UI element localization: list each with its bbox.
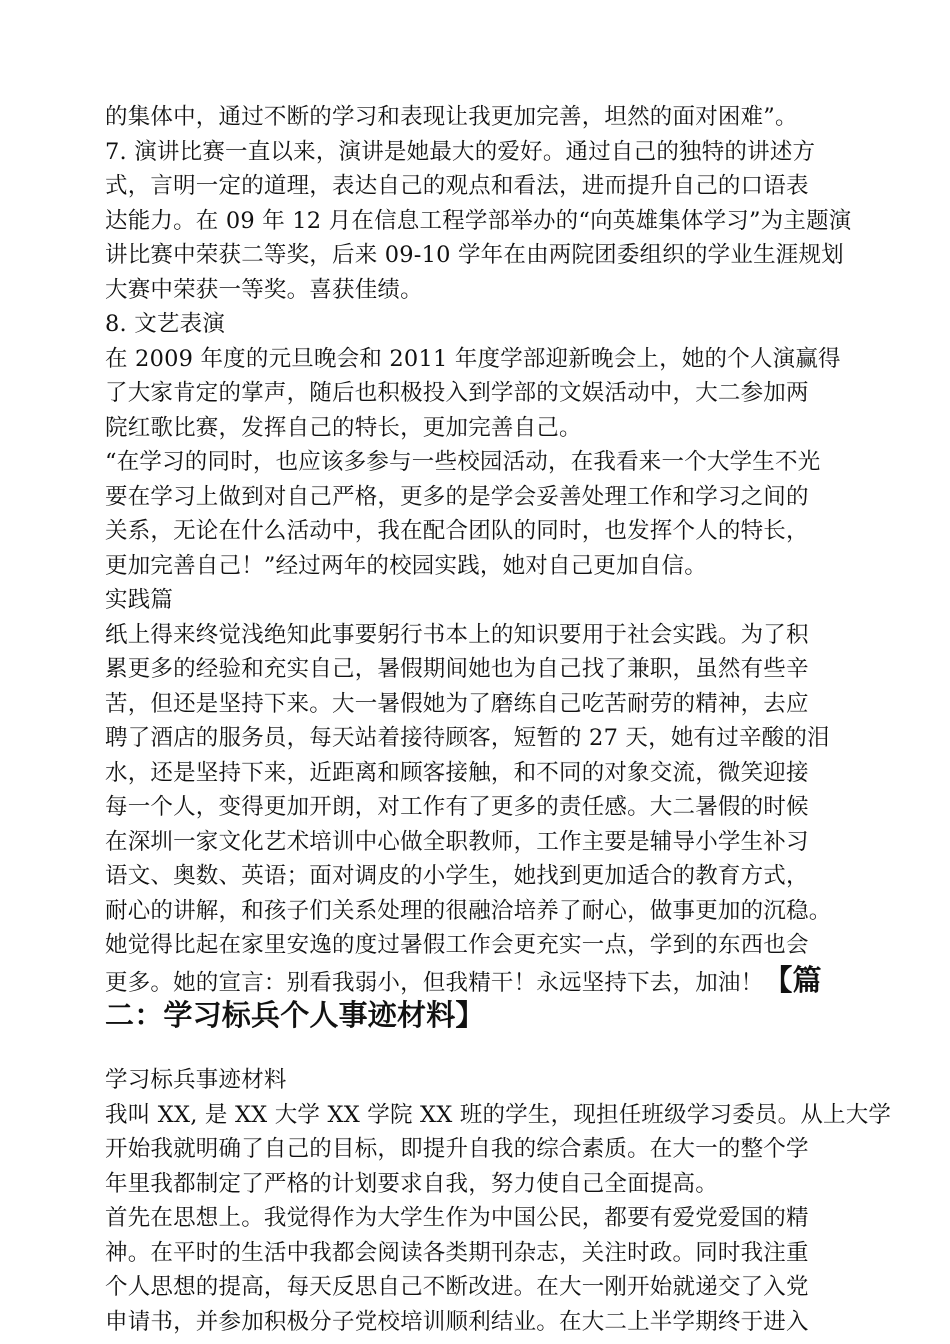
text-line: 语文、奥数、英语；面对调皮的小学生，她找到更加适合的教育方式， xyxy=(105,863,809,889)
text-line: 开始我就明确了自己的目标，即提升自我的综合素质。在大一的整个学 xyxy=(105,1136,809,1162)
text-line xyxy=(105,963,865,998)
text-line: 耐心的讲解，和孩子们关系处理的很融洽培养了耐心，做事更加的沉稳。 xyxy=(105,897,832,924)
text-line: 讲比赛中荣获二等奖，后来 09-10 学年在由两院团委组织的学业生涯规划 xyxy=(105,242,844,268)
text-line: 式，言明一定的道理，表达自己的观点和看法，进而提升自己的口语表 xyxy=(105,173,809,199)
text-segment: 赢得 xyxy=(795,345,841,372)
text-line: 首先在思想上。我觉得作为大学生作为中国公民，都要有爱党爱国的精 xyxy=(105,1205,809,1231)
text-line: 她觉得比起在家里安逸的度过暑假工作会更充实一点，学到的东西也会 xyxy=(105,932,809,958)
text-line: 在深圳一家文化艺术培训中心做全职教师，工作主要是辅导小学生补习 xyxy=(105,828,809,855)
text-line: 7. 演讲比赛一直以来，演讲是她最大的爱好。通过自己的独特的讲述方 xyxy=(105,138,816,165)
text-line: 苦，但还是坚持下来。大一暑假她为了磨练自己吃苦耐劳的精神，去应 xyxy=(105,690,809,717)
text-line: 年里我都制定了严格的计划要求自我，努力使自己全面提高。 xyxy=(105,1170,718,1197)
text-line: 要在学习上做到对自己严格，更多的是学会妥善处理工作和学习之间的 xyxy=(105,483,809,510)
text-segment: 在 2009 年度的元旦晚会和 2011 年度学部迎新晚会上，她的个人演 xyxy=(105,345,796,372)
text-line: 个人思想的提高，每天反思自己不断改进。在大一刚开始就递交了入党 xyxy=(105,1274,809,1300)
text-line xyxy=(105,342,865,377)
text-line: 达能力。在 09 年 12 月在信息工程学部举办的“向英雄集体学习”为主题演 xyxy=(105,207,852,234)
text-line: 申请书，并参加积极分子党校培训顺利结业。在大二上半学期终于进入 xyxy=(105,1308,809,1335)
text-line: 院红歌比赛，发挥自己的特长，更加完善自己。 xyxy=(105,414,582,441)
document-body xyxy=(105,100,892,1339)
text-line: 更加完善自己！”经过两年的校园实践，她对自己更加自信。 xyxy=(105,552,707,579)
text-segment: 更多。她的宣言：别看我弱小，但我精干！永远坚持下去，加油！ xyxy=(105,969,764,996)
text-line: 纸上得来终觉浅绝知此事要躬行书本上的知识要用于社会实践。为了积 xyxy=(105,621,809,648)
text-line: 关系，无论在什么活动中，我在配合团队的同时，也发挥个人的特长， xyxy=(105,518,809,544)
section-label: 实践篇 xyxy=(105,587,174,613)
text-line: 大赛中荣获一等奖。喜获佳绩。 xyxy=(105,276,423,303)
heading-start: 【篇 xyxy=(763,962,822,997)
text-line: 每一个人，变得更加开朗，对工作有了更多的责任感。大二暑假的时候 xyxy=(105,794,809,820)
section-heading: 二：学习标兵个人事迹材料】 xyxy=(105,998,485,1032)
spacer xyxy=(105,1033,865,1063)
text-line: 水，还是坚持下来，近距离和顾客接触，和不同的对象交流，微笑迎接 xyxy=(105,759,809,786)
text-line: “在学习的同时，也应该多参与一些校园活动，在我看来一个大学生不光 xyxy=(105,449,821,475)
text-line: 累更多的经验和充实自己，暑假期间她也为自己找了兼职，虽然有些辛 xyxy=(105,656,809,682)
subheading: 学习标兵事迹材料 xyxy=(105,1067,287,1093)
text-line: 了大家肯定的掌声，随后也积极投入到学部的文娱活动中，大二参加两 xyxy=(105,380,809,406)
text-line: 的集体中，通过不断的学习和表现让我更加完善，坦然的面对困难”。 xyxy=(105,104,798,130)
text-line: 神。在平时的生活中我都会阅读各类期刊杂志，关注时政。同时我注重 xyxy=(105,1239,809,1266)
text-line: 我叫 XX, 是 XX 大学 XX 学院 XX 班的学生，现担任班级学习委员。从上大学 xyxy=(105,1101,892,1128)
text-line: 8. 文艺表演 xyxy=(105,311,226,337)
text-line: 聘了酒店的服务员，每天站着接待顾客，短暂的 27 天，她有过辛酸的泪 xyxy=(105,725,830,751)
